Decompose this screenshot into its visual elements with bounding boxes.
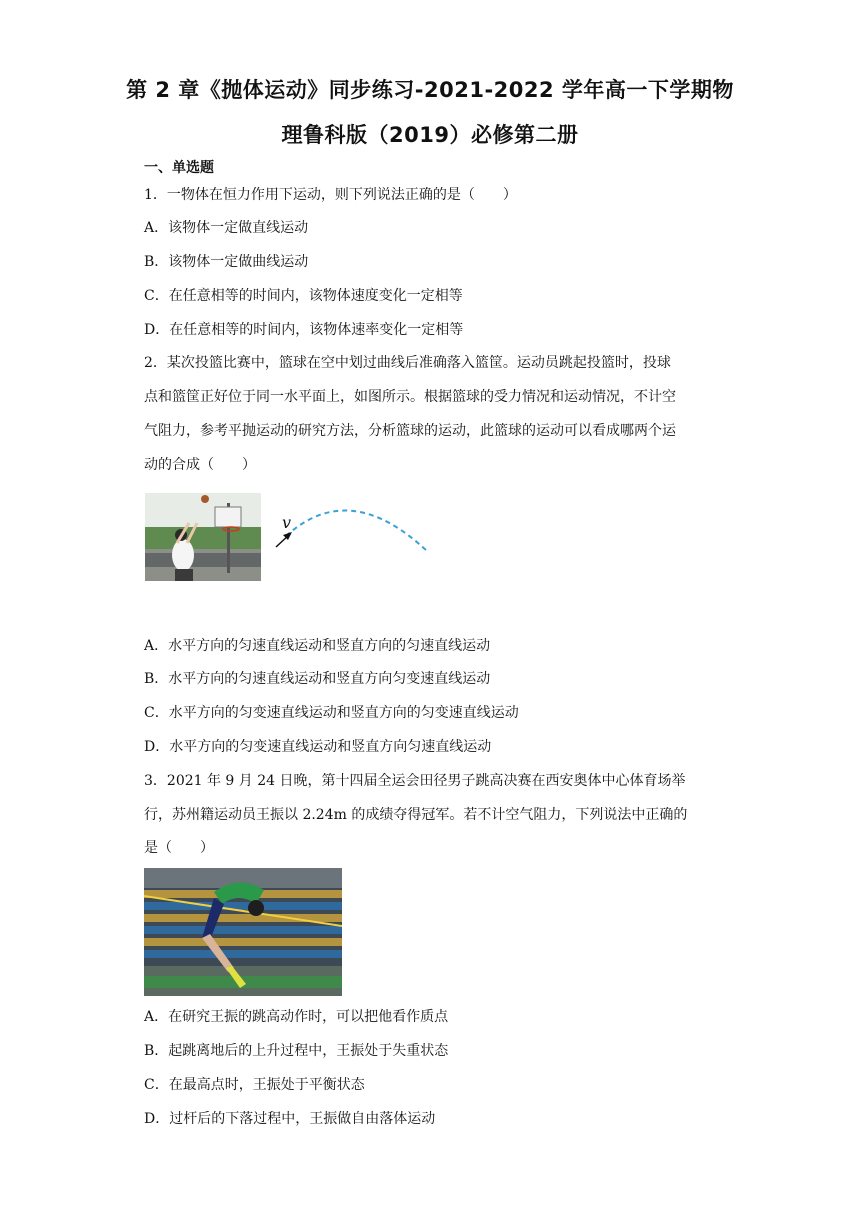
question-1-option-d: D．在任意相等的时间内，该物体速率变化一定相等 (144, 322, 464, 338)
question-2-stem-line-2: 点和篮筐正好位于同一水平面上，如图所示。根据篮球的受力情况和运动情况，不计空 (144, 389, 676, 405)
velocity-label: v (282, 513, 292, 532)
question-3-stem-line-1: 3．2021 年 9 月 24 日晚，第十四届全运会田径男子跳高决赛在西安奥体中心体育场举 (144, 773, 686, 789)
question-1-option-b: B．该物体一定做曲线运动 (144, 254, 309, 270)
question-2-option-b: B．水平方向的匀速直线运动和竖直方向匀变速直线运动 (144, 671, 491, 687)
high-jump-photo (144, 868, 342, 996)
question-1-option-c: C．在任意相等的时间内，该物体速度变化一定相等 (144, 288, 463, 304)
question-3-stem-line-2: 行，苏州籍运动员王振以 2.24m 的成绩夺得冠军。若不计空气阻力，下列说法中正确的 (144, 807, 688, 823)
question-3-stem-line-3: 是（ ） (144, 840, 214, 856)
question-3-option-a: A．在研究王振的跳高动作时，可以把他看作质点 (144, 1009, 449, 1025)
basketball-photo (145, 493, 261, 581)
document-title-line-2: 理鲁科版（2019）必修第二册 (281, 123, 579, 147)
question-2-option-c: C．水平方向的匀变速直线运动和竖直方向的匀变速直线运动 (144, 705, 519, 721)
section-heading: 一、单选题 (144, 160, 214, 176)
question-3-option-c: C．在最高点时，王振处于平衡状态 (144, 1077, 365, 1093)
question-2-stem-line-1: 2．某次投篮比赛中，篮球在空中划过曲线后准确落入篮筐。运动员跳起投篮时，投球 (144, 355, 671, 371)
question-1-stem: 1．一物体在恒力作用下运动，则下列说法正确的是（ ） (144, 187, 517, 203)
question-3-option-d: D．过杆后的下落过程中，王振做自由落体运动 (144, 1111, 436, 1127)
question-2-option-a: A．水平方向的匀速直线运动和竖直方向的匀速直线运动 (144, 638, 491, 654)
question-2-stem-line-3: 气阻力，参考平抛运动的研究方法，分析篮球的运动，此篮球的运动可以看成哪两个运 (144, 423, 676, 439)
document-title-line-1: 第 2 章《抛体运动》同步练习-2021-2022 学年高一下学期物 (126, 78, 734, 102)
question-2-option-d: D．水平方向的匀变速直线运动和竖直方向匀速直线运动 (144, 739, 492, 755)
trajectory-diagram (268, 498, 438, 558)
question-2-stem-line-4: 动的合成（ ） (144, 457, 256, 473)
question-1-option-a: A．该物体一定做直线运动 (144, 220, 309, 236)
question-3-option-b: B．起跳离地后的上升过程中，王振处于失重状态 (144, 1043, 449, 1059)
trajectory-curve (286, 511, 428, 552)
